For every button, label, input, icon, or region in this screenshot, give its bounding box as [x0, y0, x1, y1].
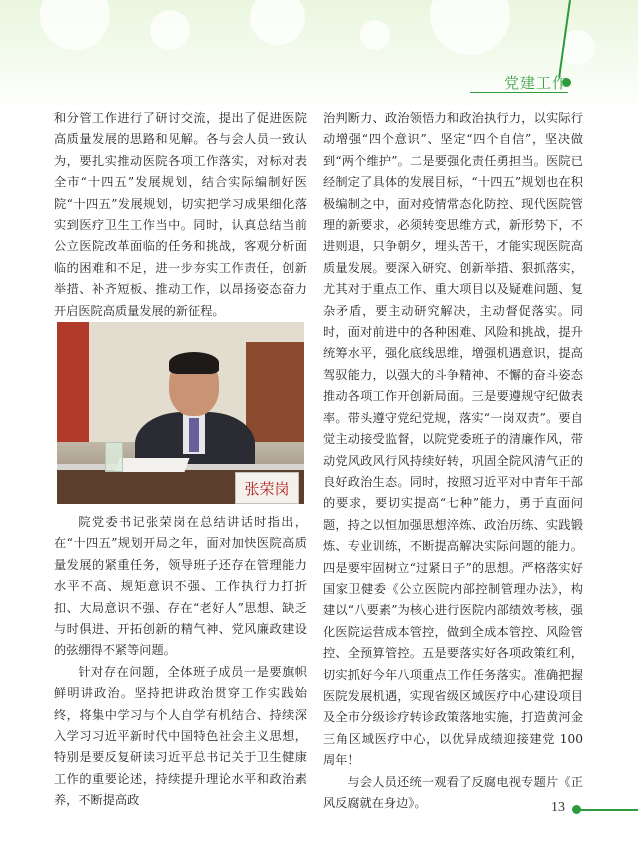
- paragraph: 院党委书记张荣岗在总结讲话时指出，在“十四五”规划开局之年，面对加快医院高质量发展的紧重任务，领导班子还存在管理能力水平不高、规矩意识不强、工作执行力打折扣、大局意识不强、存在“老好人”思想、缺乏与时俱进、开拓创新的精气神、党风廉政建设的弦绷得不紧等问题。: [54, 515, 307, 658]
- green-dot-icon: [572, 805, 581, 814]
- section-title: 党建工作: [503, 74, 568, 92]
- meeting-photo: [57, 322, 304, 504]
- page-number: 13: [551, 800, 565, 815]
- paragraph: 与会人员还统一观看了反腐电视专题片《正风反腐就在身边》。: [323, 774, 583, 810]
- left-column-bottom-text: [54, 512, 307, 812]
- right-column-text: [323, 108, 583, 814]
- footer-line: [578, 809, 638, 811]
- paragraph: 治判断力、政治领悟力和政治执行力，以实际行动增强“四个意识”、坚定“四个自信”，坚决做到“两个维护”。二是要强化责任勇担当。医院已经制定了具体的发展目标，“十四五”规划也在积极编制之中，面对疫情常态化防控、现代医院管理的新要求，必须转变思维方式，新形势下，不进则退，只争朝夕，埋头苦干，才能实现医院高质量发展。要深入研究、创新举措、狠抓落实，尤其对于重点工作、重大项目以及疑难问题、复杂矛盾，要主动研究解决，主动督促落实。同时，面对前进中的各种困难、风险和挑战，提升统筹水平，强化底线思维，增强机遇意识，提高驾驭能力，以强大的斗争精神、不懈的奋斗姿态推动各项工作开创新局面。三是要遵规守纪做表率。带头遵守党纪党规，落实“一岗双责”。要自觉主动接受监督，以院党委班子的清廉作风，带动党风政风行风持续好转，巩固全院风清气正的良好政治生态。同时，按照习近平对中青年干部的要求，要切实提高“七种”能力，勇于直面问题，持之以恒加强思想淬炼、政治历练、实践锻炼、专业训练，不断提高解决实际问题的能力。四是要牢固树立“过紧日子”的思想。严格落实好国家卫健委《公立医院内部控制管理办法》，构建以“八要素”为核心进行医院内部绩效考核，强化医院运营成本管控，做到全成本管控、风险管控、全预算管控。五是要落实好各项政策红利，切实抓好今年八项重点工作任务落实。准确把握医院发展机遇，实现省级区域医疗中心建设项目及全市分级诊疗转诊政策落地实施，打造黄河金三角区域医疗中心，以优异成绩迎接建党 100 周年！: [323, 111, 583, 768]
- header-decoration: [0, 0, 638, 110]
- nameplate: 张荣岗: [235, 472, 299, 504]
- paragraph: 和分管工作进行了研讨交流，提出了促进医院高质量发展的思路和见解。各与会人员一致认为，要扎实推动医院各项工作落实，对标对表全市“十四五”发展规划，结合实际编制好医院“十四五”发展规划，切实把学习成果细化落实到医疗卫生工作当中。同时，认真总结当前公立医院改革面临的任务和挑战，客观分析面临的困难和不足，进一步夯实工作责任，创新举措、补齐短板、推动工作，以昂扬姿态奋力开启医院高质量发展的新征程。: [54, 111, 307, 318]
- paragraph: 针对存在问题，全体班子成员一是要旗帜鲜明讲政治。坚持把讲政治贯穿工作实践始终，将集中学习与个人自学有机结合、持续深入学习习近平新时代中国特色社会主义思想，特别是要反复研读习近平总书记关于卫生健康工作的重要论述，持续提升理论水平和政治素养，不断提高政: [54, 664, 307, 808]
- left-column-top-text: [54, 108, 307, 322]
